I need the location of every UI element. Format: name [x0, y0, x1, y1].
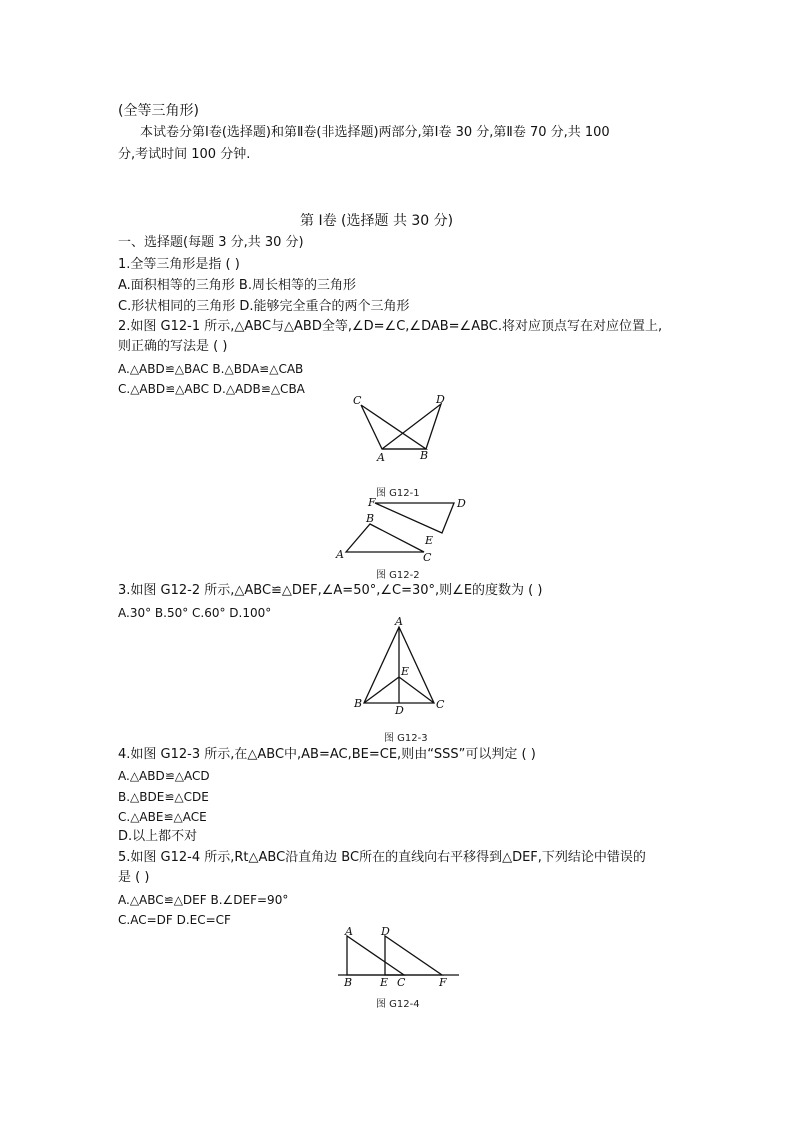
segment-be: [364, 677, 399, 703]
label-c: C: [436, 698, 445, 711]
label-c: C: [397, 976, 406, 989]
intro-line-1: 本试卷分第Ⅰ卷(选择题)和第Ⅱ卷(非选择题)两部分,第Ⅰ卷 30 分,第Ⅱ卷 70 分,共 100: [140, 125, 610, 140]
label-b: B: [366, 512, 375, 525]
question-1-option-ab: A.面积相等的三角形 B.周长相等的三角形: [118, 278, 356, 293]
question-3-stem: 3.如图 G12-2 所示,△ABC≌△DEF,∠A=50°,∠C=30°,则∠E的度数为 ( ): [118, 583, 543, 598]
label-d: D: [381, 925, 390, 938]
label-e: E: [401, 665, 410, 678]
triangle-abc: [346, 524, 424, 552]
intro-line-2: 分,考试时间 100 分钟.: [118, 147, 251, 162]
label-c: C: [423, 551, 432, 564]
question-5-stem-cont: 是 ( ): [118, 870, 150, 885]
part-heading: 第 Ⅰ卷 (选择题 共 30 分): [300, 213, 454, 229]
label-d: D: [395, 704, 404, 715]
question-3-options: A.30° B.50° C.60° D.100°: [118, 606, 272, 620]
caption-g12-4: 图 G12-4: [376, 999, 420, 1010]
label-b: B: [420, 449, 429, 462]
document-title: (全等三角形): [118, 103, 199, 119]
figure-g12-1: [340, 390, 460, 465]
triangle-abc: [361, 405, 426, 449]
triangle-def: [375, 503, 454, 533]
question-2-stem-cont: 则正确的写法是 ( ): [118, 339, 228, 354]
label-a: A: [377, 451, 385, 464]
label-b: B: [344, 976, 353, 989]
question-1-option-cd: C.形状相同的三角形 D.能够完全重合的两个三角形: [118, 299, 410, 314]
question-1-stem: 1.全等三角形是指 ( ): [118, 257, 240, 272]
question-4-option-a: A.△ABD≌△ACD: [118, 769, 210, 783]
figure-g12-2: [330, 495, 475, 565]
label-d: D: [457, 497, 466, 510]
label-a: A: [395, 615, 403, 628]
question-5-stem: 5.如图 G12-4 所示,Rt△ABC沿直角边 BC所在的直线向右平移得到△DEF,下列结论中错误的: [118, 850, 646, 865]
figure-g12-3: [350, 615, 450, 715]
label-c: C: [353, 394, 362, 407]
caption-g12-1: 图 G12-1: [376, 488, 420, 499]
figure-g12-4: [335, 925, 465, 993]
caption-g12-3: 图 G12-3: [384, 733, 428, 744]
label-b: B: [354, 697, 363, 710]
question-2-option-cd: C.△ABD≌△ABC D.△ADB≌△CBA: [118, 382, 305, 396]
label-f: F: [439, 976, 447, 989]
caption-g12-2: 图 G12-2: [376, 570, 420, 581]
question-2-option-ab: A.△ABD≌△BAC B.△BDA≌△CAB: [118, 362, 304, 376]
question-4-option-d: D.以上都不对: [118, 829, 198, 844]
question-4-stem: 4.如图 G12-3 所示,在△ABC中,AB=AC,BE=CE,则由“SSS”可以判定 ( ): [118, 747, 536, 762]
section-title: 一、选择题(每题 3 分,共 30 分): [118, 235, 304, 250]
question-5-option-cd: C.AC=DF D.EC=CF: [118, 913, 231, 927]
question-5-option-ab: A.△ABC≌△DEF B.∠DEF=90°: [118, 893, 289, 907]
question-4-option-c: C.△ABE≌△ACE: [118, 810, 207, 824]
triangle-abc: [347, 936, 404, 975]
label-d: D: [436, 393, 445, 406]
label-a: A: [345, 925, 353, 938]
triangle-abd: [382, 404, 441, 449]
question-4-option-b: B.△BDE≌△CDE: [118, 790, 209, 804]
segment-ce: [399, 677, 434, 703]
label-e: E: [380, 976, 389, 989]
label-e: E: [425, 534, 434, 547]
question-2-stem: 2.如图 G12-1 所示,△ABC与△ABD全等,∠D=∠C,∠DAB=∠ABC.将对应顶点写在对应位置上,: [118, 319, 663, 334]
label-a: A: [336, 548, 344, 561]
triangle-def: [385, 936, 442, 975]
label-f: F: [368, 496, 376, 509]
